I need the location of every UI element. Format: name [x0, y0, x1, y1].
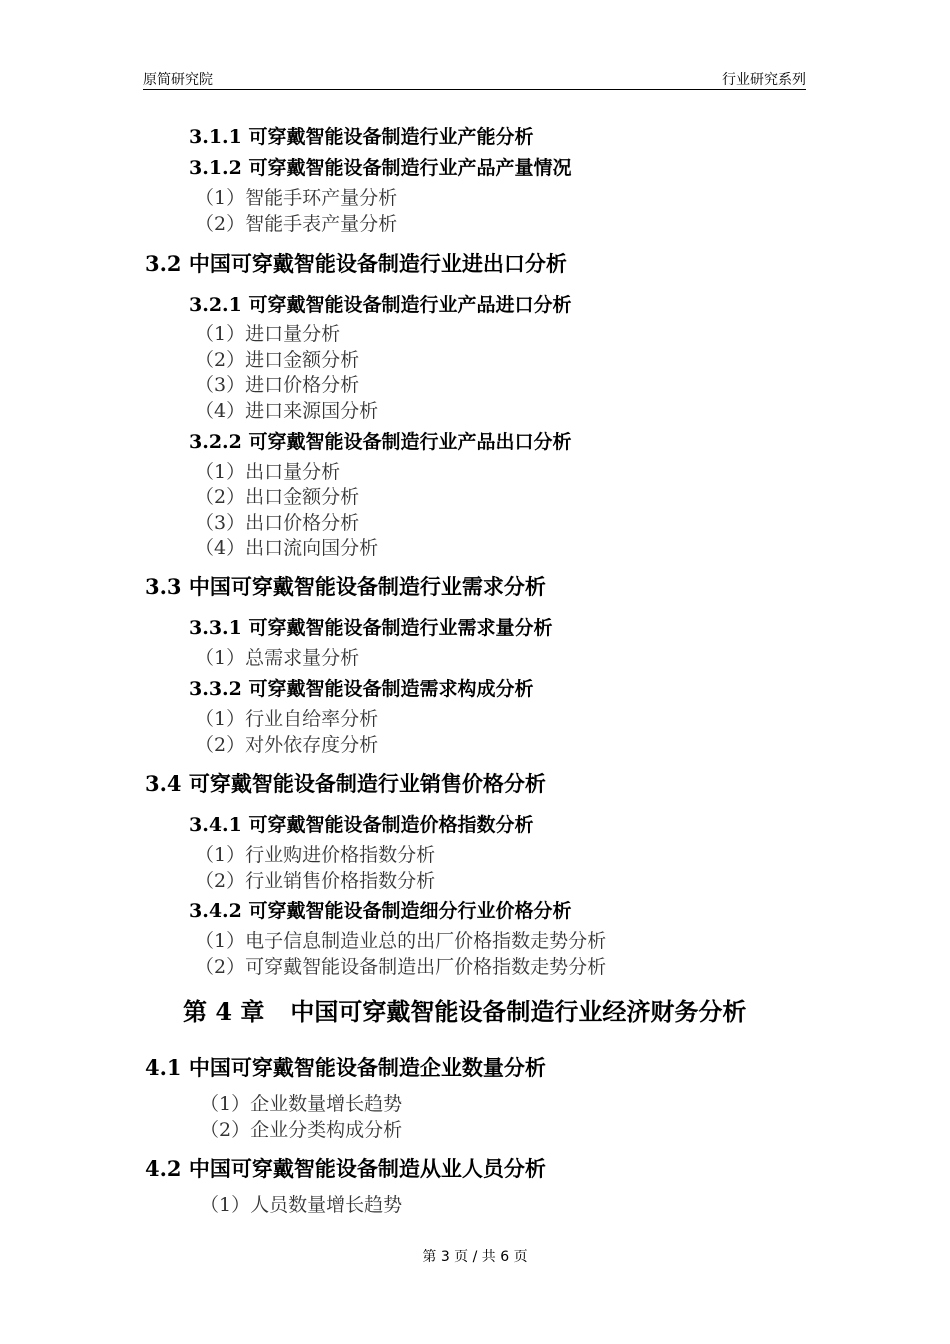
toc-item: （1）人员数量增长趋势	[200, 1194, 403, 1216]
toc-item: （1）总需求量分析	[195, 647, 360, 669]
toc-heading-2: 4.1 中国可穿戴智能设备制造企业数量分析	[145, 1055, 546, 1080]
toc-heading-3: 3.4.2 可穿戴智能设备制造细分行业价格分析	[189, 900, 572, 922]
toc-heading-2: 3.2 中国可穿戴智能设备制造行业进出口分析	[145, 251, 567, 276]
toc-chapter	[183, 997, 747, 1026]
toc-item: （1）行业自给率分析	[195, 708, 379, 730]
page-footer: 第 3 页 / 共 6 页	[422, 1249, 528, 1265]
toc-item: （1）企业数量增长趋势	[200, 1093, 403, 1115]
toc-item: （2）企业分类构成分析	[200, 1119, 403, 1141]
toc-heading-3: 3.2.1 可穿戴智能设备制造行业产品进口分析	[189, 294, 572, 316]
toc-heading-3: 3.4.1 可穿戴智能设备制造价格指数分析	[189, 814, 534, 836]
toc-item: （1）进口量分析	[195, 323, 341, 345]
toc-heading-3: 3.3.1 可穿戴智能设备制造行业需求量分析	[189, 617, 553, 639]
header-publisher: 原简研究院	[143, 72, 213, 88]
chapter-number: 第 4 章	[183, 997, 265, 1026]
toc-heading-2: 4.2 中国可穿戴智能设备制造从业人员分析	[145, 1156, 546, 1181]
toc-item: （2）可穿戴智能设备制造出厂价格指数走势分析	[195, 956, 607, 978]
toc-item: （2）对外依存度分析	[195, 734, 379, 756]
chapter-title: 中国可穿戴智能设备制造行业经济财务分析	[290, 997, 747, 1026]
page-header	[143, 67, 806, 90]
toc-item: （1）行业购进价格指数分析	[195, 844, 436, 866]
toc-heading-3: 3.3.2 可穿戴智能设备制造需求构成分析	[189, 678, 534, 700]
toc-item: （2）出口金额分析	[195, 486, 360, 508]
toc-item: （3）出口价格分析	[195, 512, 360, 534]
toc-item: （1）智能手环产量分析	[195, 187, 398, 209]
toc-item: （3）进口价格分析	[195, 374, 360, 396]
toc-item: （4）进口来源国分析	[195, 400, 379, 422]
toc-item: （1）电子信息制造业总的出厂价格指数走势分析	[195, 930, 607, 952]
toc-item: （4）出口流向国分析	[195, 537, 379, 559]
toc-heading-3: 3.1.2 可穿戴智能设备制造行业产品产量情况	[189, 157, 572, 179]
toc-item: （1）出口量分析	[195, 461, 341, 483]
toc-heading-2: 3.3 中国可穿戴智能设备制造行业需求分析	[145, 574, 546, 599]
toc-heading-2: 3.4 可穿戴智能设备制造行业销售价格分析	[145, 771, 546, 796]
toc-heading-3: 3.1.1 可穿戴智能设备制造行业产能分析	[189, 126, 534, 148]
toc-item: （2）进口金额分析	[195, 349, 360, 371]
toc-item: （2）行业销售价格指数分析	[195, 870, 436, 892]
header-series: 行业研究系列	[722, 72, 806, 88]
toc-heading-3: 3.2.2 可穿戴智能设备制造行业产品出口分析	[189, 431, 572, 453]
toc-item: （2）智能手表产量分析	[195, 213, 398, 235]
